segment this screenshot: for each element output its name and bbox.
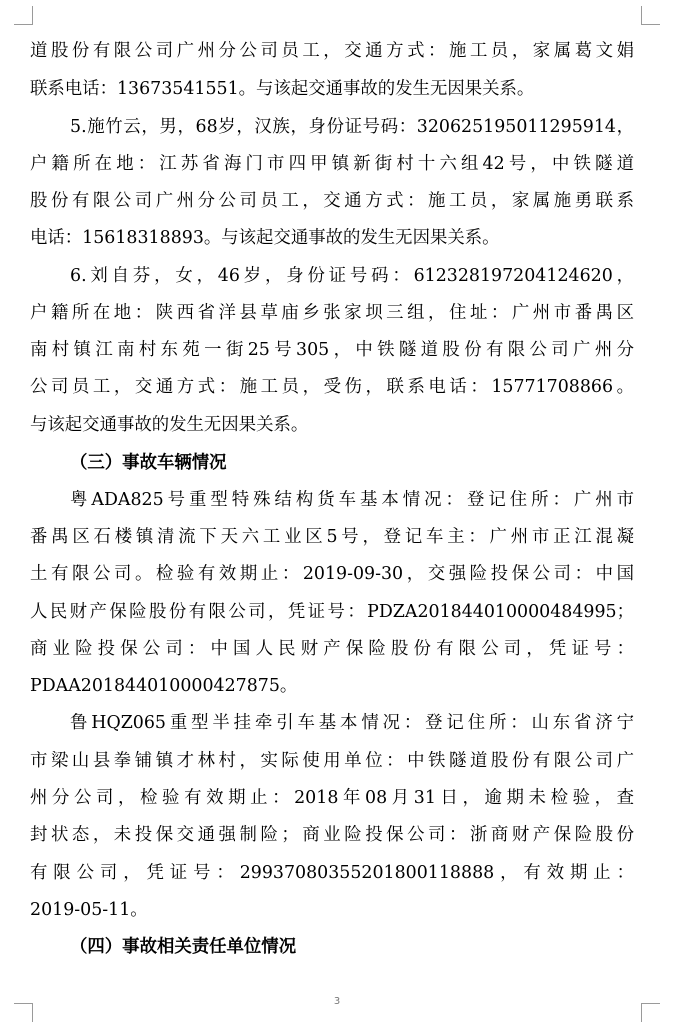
text-line: 2019-05-11。 (30, 900, 148, 920)
person-6-line: 6.刘自芬，女，46岁，身份证号码：612328197204124620， (70, 266, 634, 286)
text-line: 户籍所在地：江苏省海门市四甲镇新街村十六组42号，中铁隧道 (30, 154, 634, 174)
text-line: 州分公司，检验有效期止：2018年08月31日，逾期未检验，查 (30, 788, 634, 808)
text-line: 道股份有限公司广州分公司员工，交通方式：施工员，家属葛文娟 (30, 41, 634, 61)
text-line: 联系电话：13673541551。与该起交通事故的发生无因果关系。 (30, 79, 535, 99)
text-line: 番禺区石楼镇清流下天六工业区5号，登记车主：广州市正江混凝 (30, 527, 634, 547)
text-line: 电话：15618318893。与该起交通事故的发生无因果关系。 (30, 228, 500, 248)
text-line: 与该起交通事故的发生无因果关系。 (30, 415, 309, 435)
section-heading-responsible-units: （四）事故相关责任单位情况 (70, 937, 297, 957)
text-line: 南村镇江南村东苑一街25号305，中铁隧道股份有限公司广州分 (30, 340, 634, 360)
crop-mark-top-left (14, 6, 33, 25)
vehicle-1-line: 粤ADA825号重型特殊结构货车基本情况：登记住所：广州市 (70, 490, 634, 510)
vehicle-2-line: 鲁HQZ065重型半挂牵引车基本情况：登记住所：山东省济宁 (70, 713, 634, 733)
text-line: 有限公司，凭证号：29937080355201800118888，有效期止： (30, 863, 634, 883)
text-line: PDAA201844010000427875。 (30, 676, 298, 696)
text-line: 封状态，未投保交通强制险；商业险投保公司：浙商财产保险股份 (30, 825, 634, 845)
text-line: 市梁山县拳铺镇才林村，实际使用单位：中铁隧道股份有限公司广 (30, 751, 634, 771)
text-line: 土有限公司。检验有效期止：2019-09-30，交强险投保公司：中国 (30, 564, 634, 584)
page-number: 3 (333, 996, 341, 1007)
text-line: 人民财产保险股份有限公司，凭证号：PDZA201844010000484995； (30, 602, 634, 622)
person-5-line: 5.施竹云，男，68岁，汉族，身份证号码：320625195011295914， (70, 117, 634, 137)
section-heading-vehicles: （三）事故车辆情况 (70, 453, 227, 473)
text-line: 股份有限公司广州分公司员工，交通方式：施工员，家属施勇联系 (30, 191, 634, 211)
text-line: 商业险投保公司：中国人民财产保险股份有限公司，凭证号： (30, 639, 634, 659)
text-line: 公司员工，交通方式：施工员，受伤，联系电话：15771708866。 (30, 377, 634, 397)
crop-mark-top-right (641, 6, 660, 25)
text-line: 户籍所在地：陕西省洋县草庙乡张家坝三组，住址：广州市番禺区 (30, 303, 634, 323)
